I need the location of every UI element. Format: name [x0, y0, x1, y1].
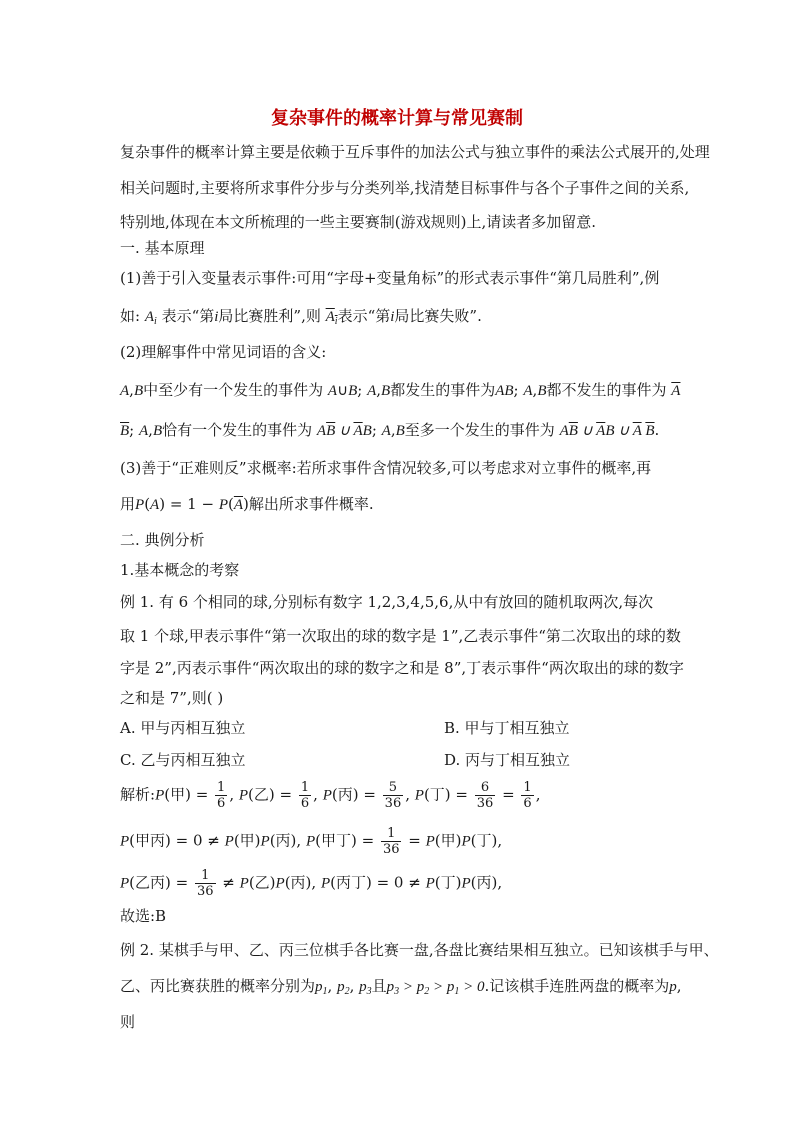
- answer: 故选:B: [120, 907, 167, 925]
- formula: $\overline{B}$: [120, 423, 130, 439]
- formula: A: [523, 383, 533, 399]
- formula: A: [367, 383, 377, 399]
- formula: B: [348, 383, 358, 399]
- formula: A: [381, 423, 391, 439]
- example-2-line-2: 乙、丙比赛获胜的概率分别为$p_1$, $p_2$, $p_3$且$p_3 > p_2 > p_1 > 0$.记该棋手连胜两盘的概率为p,: [120, 977, 682, 997]
- subsection-heading: 1.基本概念的考察: [120, 561, 240, 579]
- analysis-line-1: 解析:P(甲) = $\frac{1}{6}$ , P(乙) = $\frac{1}{6}$ , P(丙) = $\frac{5}{36}$ , P(丁) = $\frac{6}{36}$ = $\frac{1}{6}$ ,: [120, 780, 541, 811]
- text: 解出所求事件概率.: [248, 495, 374, 513]
- formula: ∪: [337, 383, 349, 399]
- option-d: D. 丙与丁相互独立: [444, 751, 571, 769]
- formula: i: [390, 309, 395, 325]
- formula: $A\overline{B}$ ∪ $\overline{A}B$ ∪ $\overline{A}$ $\overline{B}$: [559, 423, 655, 439]
- formula: $A_i$: [325, 309, 338, 327]
- formula: $A\overline{B}$ ∪ $\overline{A}B$: [316, 423, 372, 439]
- formula: B: [381, 383, 391, 399]
- text: 局比赛失败”.: [394, 307, 482, 325]
- formula: B: [152, 423, 163, 439]
- example-1-line-1: 例 1. 有 6 个相同的球,分别标有数字 1,2,3,4,5,6,从中有放回的随机取两次,每次: [120, 593, 654, 611]
- text: 乙、丙比赛获胜的概率分别为: [120, 977, 316, 995]
- formula: P: [135, 497, 145, 513]
- example-1-line-4: 之和是 7”,则( ): [120, 689, 224, 707]
- intro-line-3: 特别地,体现在本文所梳理的一些主要赛制(游戏规则)上,请读者多加留意.: [120, 213, 597, 231]
- text: 且: [371, 977, 387, 995]
- analysis-line-2: P(甲丙) = 0 ≠ P(甲)P(丙), P(甲丁) = $\frac{1}{36}$ = P(甲)P(丁),: [120, 826, 503, 857]
- text: 中至少有一个发生的事件为: [143, 381, 324, 399]
- text: 至多一个发生的事件为: [404, 421, 555, 439]
- fraction: $\frac{1}{6}$: [523, 780, 532, 811]
- text: 恰有一个发生的事件为: [162, 421, 313, 439]
- example-2-line-3: 则: [120, 1013, 136, 1031]
- formula: A: [327, 383, 338, 399]
- formula: A: [139, 423, 149, 439]
- section2-heading: 二. 典例分析: [120, 531, 205, 549]
- formula: AB: [495, 383, 514, 399]
- formula: $p_1$: [315, 979, 328, 997]
- principle-2-line-2: $\overline{B}$; A,B恰有一个发生的事件为 $A\overline{B}$ ∪ $\overline{A}B$; A,B至多一个发生的事件为 $A\overline{B}$ ∪ $\overline{A}B$ ∪ $\overline{A}$ $\overline{B}$.: [120, 421, 660, 439]
- formula: $p_3 > p_2 > p_1 > 0$: [386, 979, 485, 997]
- fraction: $\frac{1}{36}$: [382, 826, 400, 857]
- principle-1-line-1: (1)善于引入变量表示事件:可用“字母+变量角标”的形式表示事件“第几局胜利”,例: [120, 269, 660, 287]
- intro-line-2: 相关问题时,主要将所求事件分步与分类列举,找清楚目标事件与各个子事件之间的关系,: [120, 179, 690, 197]
- option-a: A. 甲与丙相互独立: [120, 719, 246, 737]
- fraction: $\frac{6}{36}$: [476, 780, 494, 811]
- formula: B: [537, 383, 547, 399]
- formula: $p_3$: [359, 979, 372, 997]
- formula: A: [120, 383, 130, 399]
- formula: $A_i$: [144, 309, 157, 327]
- principle-1-line-2: [120, 306, 482, 332]
- principle-2-line-1: A,B中至少有一个发生的事件为 A∪B; A,B都发生的事件为AB; A,B都不发生的事件为 $\overline{A}$: [120, 381, 681, 399]
- intro-line-1: 复杂事件的概率计算主要是依赖于互斥事件的加法公式与独立事件的乘法公式展开的,处理: [120, 143, 710, 161]
- formula: p: [669, 979, 677, 995]
- text: 用: [120, 495, 136, 513]
- fraction: $\frac{1}{36}$: [196, 868, 214, 899]
- analysis-line-3: P(乙丙) = $\frac{1}{36}$ ≠ P(乙)P(丙), P(丙丁) = 0 ≠ P(丁)P(丙),: [120, 868, 503, 899]
- formula: $p_2$: [337, 979, 350, 997]
- analysis-label: 解析:: [120, 785, 156, 804]
- section1-heading: 一. 基本原理: [120, 239, 205, 257]
- principle-3-line-1: (3)善于“正难则反”求概率:若所求事件含情况较多,可以考虑求对立事件的概率,再: [120, 459, 652, 477]
- formula: $\overline{A}$: [671, 383, 681, 399]
- example-1-line-2: 取 1 个球,甲表示事件“第一次取出的球的数字是 1”,乙表示事件“第二次取出的球的数: [120, 627, 681, 645]
- page-title: 复杂事件的概率计算与常见赛制: [271, 108, 523, 129]
- example-2-line-1: 例 2. 某棋手与甲、乙、丙三位棋手各比赛一盘,各盘比赛结果相互独立。已知该棋手与甲、: [120, 941, 719, 959]
- text: 都发生的事件为: [390, 381, 496, 399]
- example-1-line-3: 字是 2”,丙表示事件“两次取出的球的数字之和是 8”,丁表示事件“两次取出的球的数字: [120, 659, 684, 677]
- principle-2: (2)理解事件中常见词语的含义:: [120, 343, 327, 361]
- text: 表示“第: [337, 307, 391, 325]
- text: 都不发生的事件为: [546, 381, 667, 399]
- formula: B: [395, 423, 405, 439]
- option-b: B. 甲与丁相互独立: [444, 719, 570, 737]
- fraction: $\frac{1}{6}$: [300, 780, 310, 811]
- fraction: $\frac{1}{6}$: [217, 780, 226, 811]
- formula: B: [133, 383, 144, 399]
- formula: i: [214, 309, 219, 325]
- text: 局比赛胜利”,则: [218, 307, 321, 325]
- option-c: C. 乙与丙相互独立: [120, 751, 246, 769]
- text: 如:: [120, 307, 145, 325]
- fraction: $\frac{5}{36}$: [384, 780, 402, 811]
- text: .记该棋手连胜两盘的概率为: [484, 977, 670, 995]
- principle-3-line-2: 用$P(A) = 1 - P(\overline{A})$解出所求事件概率.: [120, 495, 374, 513]
- text: 表示“第: [161, 307, 215, 325]
